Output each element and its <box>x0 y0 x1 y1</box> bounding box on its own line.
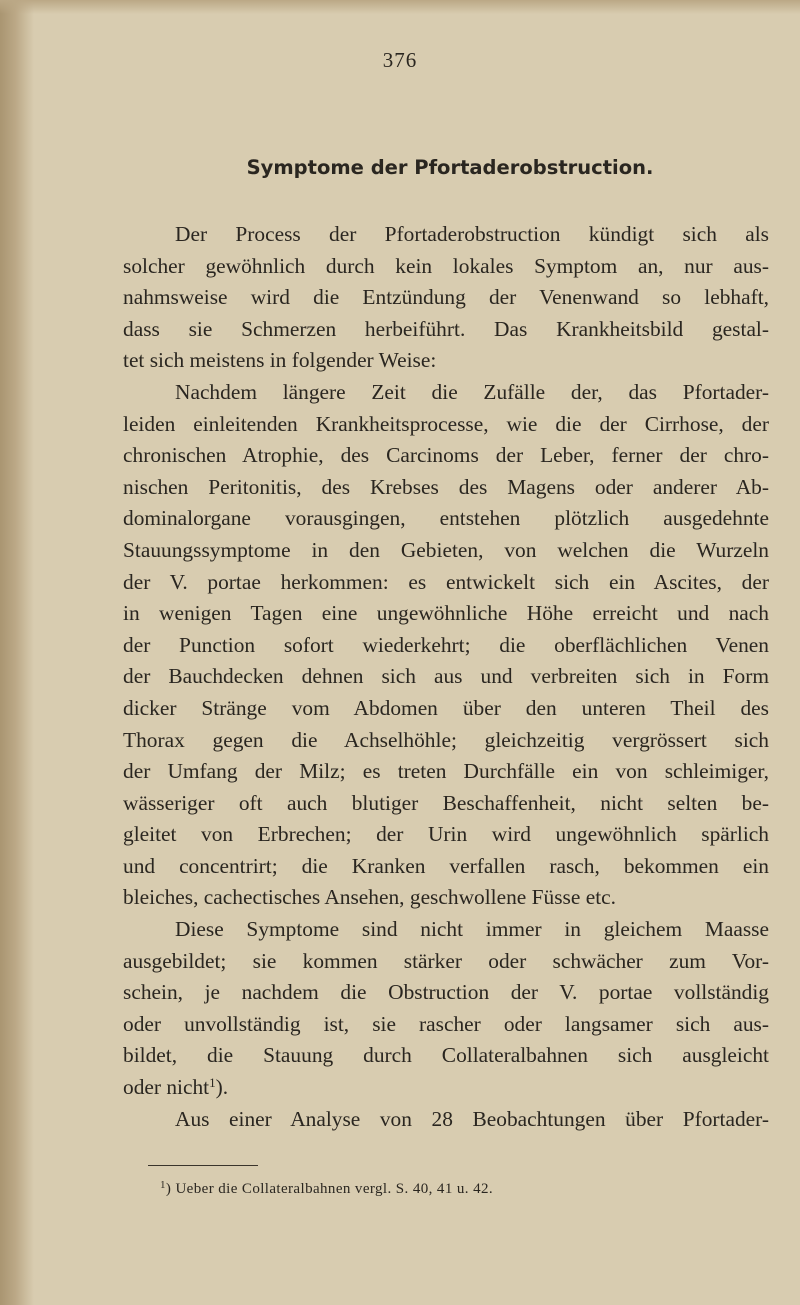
text-line-content: ausgebildet; sie kommen stärker oder schwächer zum Vor- <box>123 948 769 973</box>
text-line <box>123 503 769 535</box>
text-line <box>123 345 769 377</box>
text-line-content: Thorax gegen die Achselhöhle; gleichzeitig vergrössert sich <box>123 727 769 752</box>
text-line <box>123 851 769 883</box>
text-line <box>123 819 769 851</box>
text-line <box>123 756 769 788</box>
text-line <box>123 1009 769 1041</box>
text-line <box>123 1072 769 1104</box>
text-line <box>123 314 769 346</box>
text-line-content: tet sich meistens in folgender Weise: <box>123 348 437 373</box>
text-line-content: Diese Symptome sind nicht immer in gleichem Maasse <box>175 917 769 942</box>
text-line <box>123 282 769 314</box>
text-line-content: in wenigen Tagen eine ungewöhnliche Höhe erreicht und nach <box>123 601 769 626</box>
page-gutter-shadow <box>0 0 34 1305</box>
text-line <box>123 914 769 946</box>
text-line-content: bleiches, cachectisches Ansehen, geschwollene Füsse etc. <box>123 885 616 910</box>
text-line <box>123 630 769 662</box>
footnote-rule <box>148 1165 258 1166</box>
text-line-content: Nachdem längere Zeit die Zufälle der, das Pfortader- <box>175 379 769 404</box>
text-line <box>123 661 769 693</box>
text-line <box>123 882 769 914</box>
text-line-content: chronischen Atrophie, des Carcinoms der Leber, ferner der chro- <box>123 443 769 468</box>
text-line-content: dicker Stränge vom Abdomen über den unteren Theil des <box>123 695 769 720</box>
text-line <box>123 535 769 567</box>
text-line-content: der Bauchdecken dehnen sich aus und verbreiten sich in Form <box>123 664 769 689</box>
text-line-content: Stauungssymptome in den Gebieten, von welchen die Wurzeln <box>123 537 769 562</box>
text-line-content: gleitet von Erbrechen; der Urin wird ungewöhnlich spärlich <box>123 822 769 847</box>
text-line <box>123 977 769 1009</box>
text-line <box>123 251 769 283</box>
text-line <box>123 219 769 251</box>
text-line <box>123 788 769 820</box>
text-line <box>123 725 769 757</box>
text-line-content: dass sie Schmerzen herbeiführt. Das Krankheitsbild gestal- <box>123 316 769 341</box>
text-line-content: leiden einleitenden Krankheitsprocesse, wie die der Cirrhose, der <box>123 411 769 436</box>
text-line-content: wässeriger oft auch blutiger Beschaffenheit, nicht selten be- <box>123 790 769 815</box>
footnote <box>160 1181 493 1198</box>
text-line <box>123 440 769 472</box>
text-line <box>123 598 769 630</box>
text-line <box>123 409 769 441</box>
footnote-marker: 1 <box>160 1179 166 1191</box>
text-line-content: oder nicht <box>123 1075 210 1100</box>
text-line-content: dominalorgane vorausgingen, entstehen plötzlich ausgedehnte <box>123 506 769 531</box>
text-line-content: bildet, die Stauung durch Collateralbahnen sich ausgleicht <box>123 1043 769 1068</box>
text-line-content: nahmsweise wird die Entzündung der Venenwand so lebhaft, <box>123 285 769 310</box>
page-top-shadow <box>0 0 800 14</box>
page-number: 376 <box>382 48 418 72</box>
text-line-content: solcher gewöhnlich durch kein lokales Symptom an, nur aus- <box>123 253 769 278</box>
text-line-content: der Umfang der Milz; es treten Durchfälle ein von schleimiger, <box>123 759 769 784</box>
text-line <box>123 567 769 599</box>
text-line <box>123 1040 769 1072</box>
text-line <box>123 693 769 725</box>
text-line-content: oder unvollständig ist, sie rascher oder langsamer sich aus- <box>123 1011 769 1036</box>
text-line-content: und concentrirt; die Kranken verfallen rasch, bekommen ein <box>123 853 769 878</box>
text-line-content: schein, je nachdem die Obstruction der V. portae vollständig <box>123 980 769 1005</box>
section-heading: Symptome der Pfortaderobstruction. <box>246 156 654 179</box>
text-line <box>123 472 769 504</box>
text-line-content: der Punction sofort wiederkehrt; die oberflächlichen Venen <box>123 632 769 657</box>
body-text <box>123 219 769 1135</box>
text-line <box>123 1104 769 1136</box>
footnote-text: ) Ueber die Collateralbahnen vergl. S. 40, 41 u. 42. <box>165 1181 494 1197</box>
footnote-reference: 1 <box>209 1075 216 1091</box>
text-line-content: ). <box>215 1075 229 1100</box>
text-line-content: der V. portae herkommen: es entwickelt sich ein Ascites, der <box>123 569 769 594</box>
text-line-content: Der Process der Pfortaderobstruction kündigt sich als <box>175 222 769 246</box>
text-line-content: nischen Peritonitis, des Krebses des Magens oder anderer Ab- <box>123 474 769 499</box>
text-line <box>123 377 769 409</box>
text-line <box>123 946 769 978</box>
text-line-content: Aus einer Analyse von 28 Beobachtungen über Pfortader- <box>175 1106 769 1131</box>
